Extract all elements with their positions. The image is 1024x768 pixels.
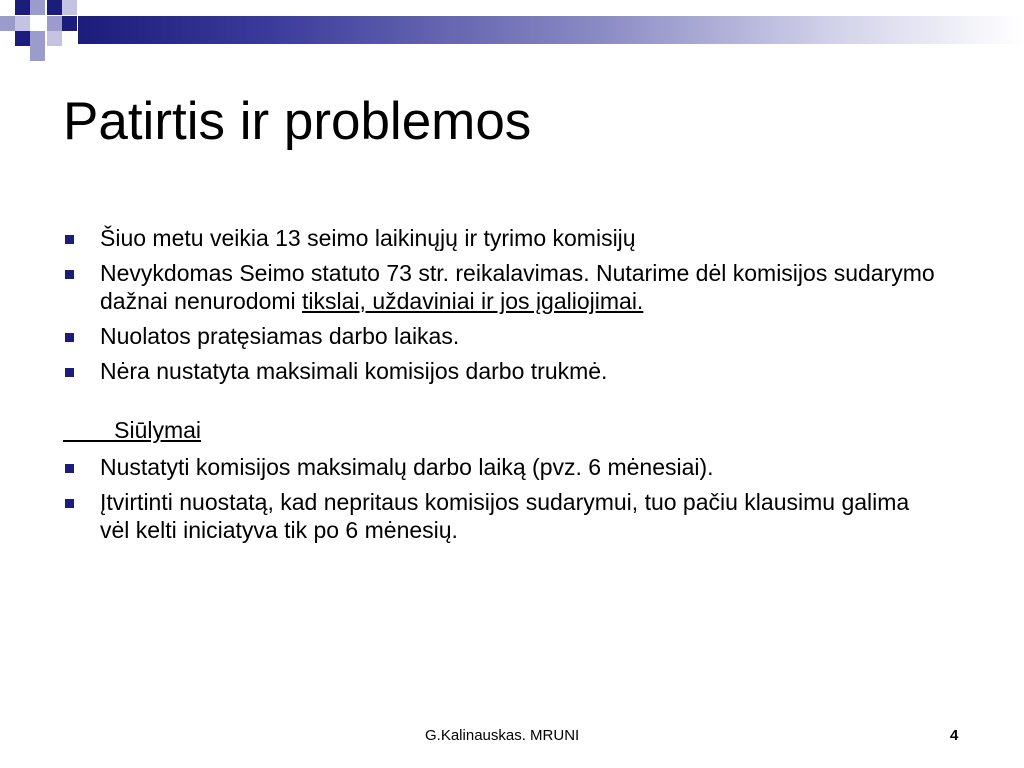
decor-square	[15, 0, 30, 15]
list-item	[63, 357, 943, 385]
decor-square	[15, 31, 30, 46]
list-item-text: Įtvirtinti nuostatą, kad nepritaus komisijos sudarymui, tuo pačiu klausimu galima vėl kelti iniciatyva tik po 6 mėnesių.	[100, 489, 910, 543]
slide-content	[63, 224, 943, 551]
square-bullet-icon	[65, 464, 74, 473]
decor-square	[47, 31, 62, 46]
header-band	[78, 16, 1024, 44]
page-number: 4	[950, 727, 959, 744]
section-heading: Siūlymai	[63, 417, 202, 443]
square-bullet-icon	[65, 270, 74, 279]
square-bullet-icon	[65, 333, 74, 342]
decor-square	[30, 31, 45, 46]
decor-square	[15, 16, 30, 31]
list-item-text: Nustatyti komisijos maksimalų darbo laiką (pvz. 6 mėnesiai).	[100, 454, 714, 480]
decor-square	[30, 0, 45, 15]
decor-square	[30, 46, 45, 61]
decor-square	[47, 0, 62, 15]
decor-square	[0, 16, 15, 31]
list-item-text: Nėra nustatyta maksimali komisijos darbo trukmė.	[100, 358, 608, 384]
list-item	[63, 322, 943, 350]
square-bullet-icon	[65, 368, 74, 377]
list-item	[63, 453, 943, 481]
underlined-text: tikslai, uždaviniai ir jos įgaliojimai.	[302, 288, 644, 314]
list-item	[63, 259, 943, 315]
slide-title: Patirtis ir problemos	[63, 92, 532, 151]
decor-square	[62, 0, 77, 15]
square-bullet-icon	[65, 499, 74, 508]
list-item	[63, 488, 943, 544]
bullet-list-problems	[63, 224, 943, 385]
bullet-list-proposals	[63, 453, 943, 544]
list-item-text: Šiuo metu veikia 13 seimo laikinųjų ir tyrimo komisijų	[100, 225, 636, 251]
footer-text: G.Kalinauskas. MRUNI	[425, 727, 580, 744]
square-bullet-icon	[65, 235, 74, 244]
decor-square	[47, 16, 62, 31]
decor-square	[62, 16, 77, 31]
list-item-text: Nevykdomas Seimo statuto 73 str. reikalavimas. Nutarime dėl komisijos sudarymo dažnai nenurodomi	[100, 260, 935, 314]
list-item-text: Nuolatos pratęsiamas darbo laikas.	[100, 323, 460, 349]
list-item	[63, 224, 943, 252]
